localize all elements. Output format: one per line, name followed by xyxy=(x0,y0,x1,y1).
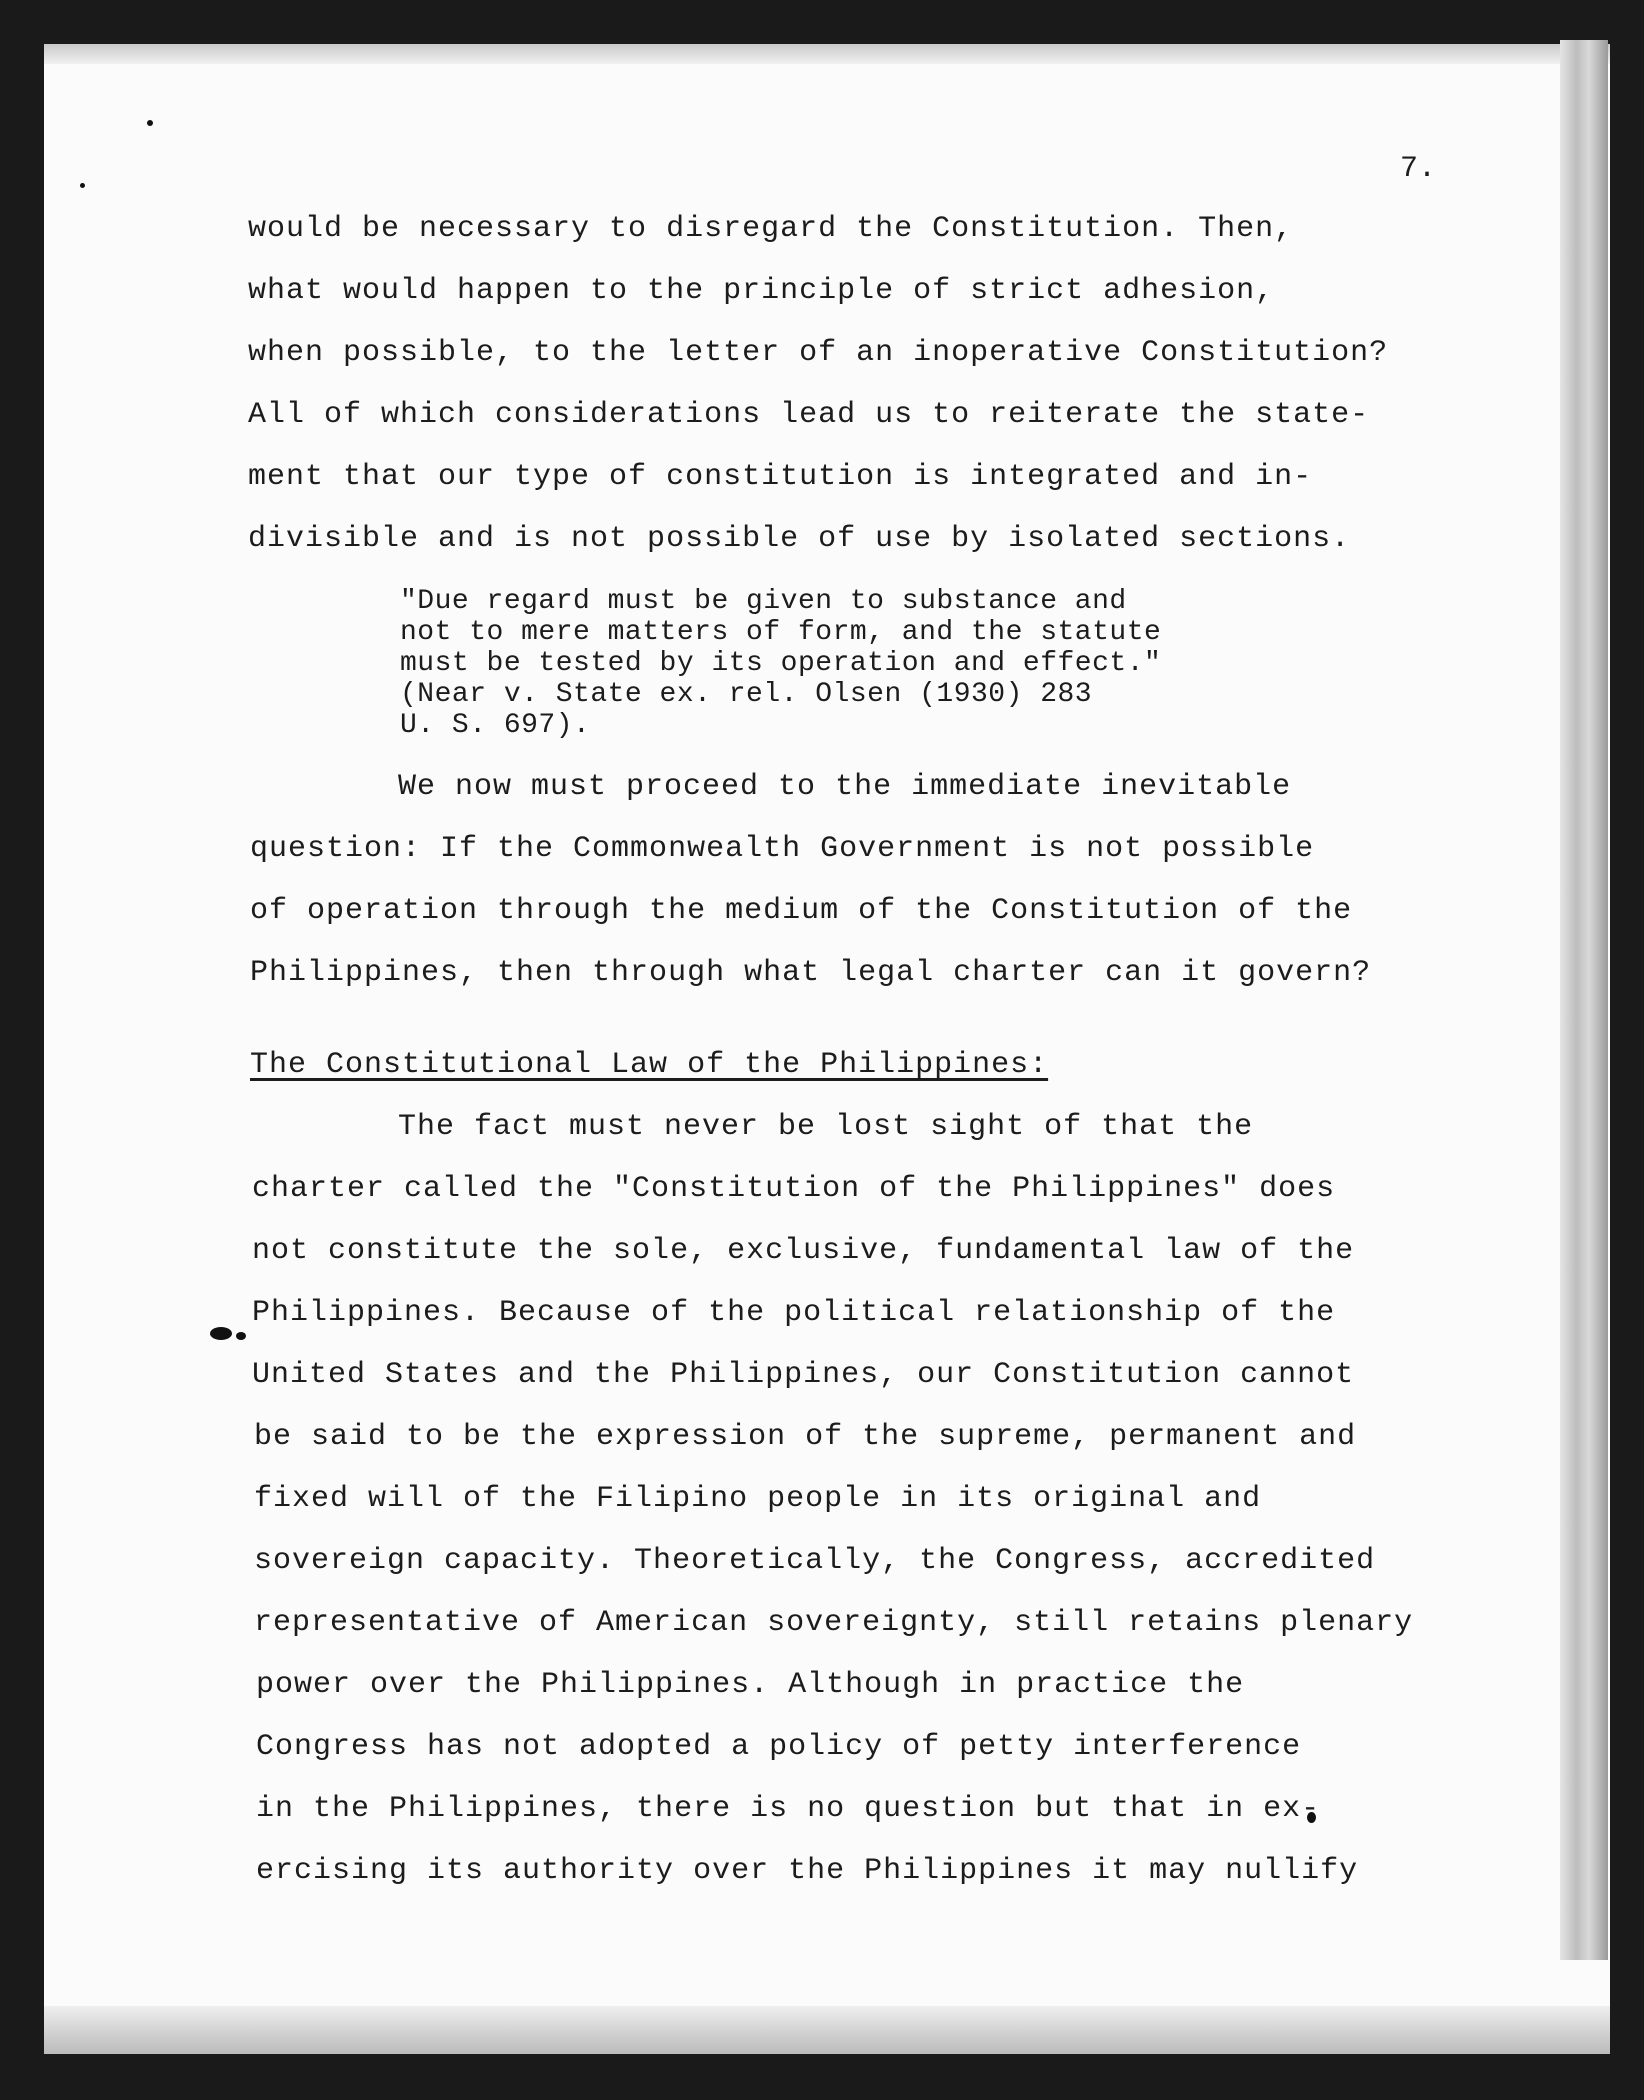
text-line: power over the Philippines. Although in practice the xyxy=(256,1668,1245,1702)
page-right-edge-shadow xyxy=(1560,40,1608,1960)
page-top-edge-shadow xyxy=(44,44,1610,64)
text-line: when possible, to the letter of an inoperative Constitution? xyxy=(248,336,1389,370)
quote-line: not to mere matters of form, and the statute xyxy=(400,617,1162,648)
text-line: Congress has not adopted a policy of petty interference xyxy=(256,1730,1302,1764)
text-line: All of which considerations lead us to reiterate the state- xyxy=(248,398,1370,432)
section-heading: The Constitutional Law of the Philippines: xyxy=(250,1048,1049,1082)
text-line: fixed will of the Filipino people in its original and xyxy=(254,1482,1262,1516)
quote-line: "Due regard must be given to substance and xyxy=(400,586,1127,617)
text-line: United States and the Philippines, our Constitution cannot xyxy=(252,1358,1355,1392)
ink-blot xyxy=(236,1332,246,1340)
text-line: of operation through the medium of the Constitution of the xyxy=(250,894,1353,928)
text-line: not constitute the sole, exclusive, fundamental law of the xyxy=(252,1234,1355,1268)
text-line: sovereign capacity. Theoretically, the Congress, accredited xyxy=(254,1544,1376,1578)
quote-citation: (Near v. State ex. rel. Olsen (1930) 283 xyxy=(400,679,1093,710)
text-line: ercising its authority over the Philippines it may nullify xyxy=(256,1854,1359,1888)
ink-blot xyxy=(210,1327,232,1340)
text-line: representative of American sovereignty, still retains plenary xyxy=(254,1606,1414,1640)
text-line: be said to be the expression of the supreme, permanent and xyxy=(254,1420,1357,1454)
text-line: in the Philippines, there is no question but that in ex- xyxy=(256,1792,1321,1826)
text-line: divisible and is not possible of use by isolated sections. xyxy=(248,522,1351,556)
text-line: We now must proceed to the immediate inevitable xyxy=(398,770,1292,804)
text-line: charter called the "Constitution of the Philippines" does xyxy=(252,1172,1336,1206)
text-line: Philippines, then through what legal charter can it govern? xyxy=(250,956,1372,990)
text-line: what would happen to the principle of strict adhesion, xyxy=(248,274,1275,308)
text-line: ment that our type of constitution is integrated and in- xyxy=(248,460,1313,494)
text-line: Philippines. Because of the political relationship of the xyxy=(252,1296,1336,1330)
ink-speck xyxy=(80,183,85,188)
text-line: question: If the Commonwealth Government is not possible xyxy=(250,832,1315,866)
text-line: The fact must never be lost sight of that the xyxy=(398,1110,1254,1144)
ink-speck xyxy=(147,120,153,126)
page-number: 7. xyxy=(1400,152,1437,186)
quote-citation: U. S. 697). xyxy=(400,710,591,741)
quote-line: must be tested by its operation and effect." xyxy=(400,648,1162,679)
page-bottom-edge-shadow xyxy=(44,2006,1610,2054)
text-line: would be necessary to disregard the Constitution. Then, xyxy=(248,212,1294,246)
